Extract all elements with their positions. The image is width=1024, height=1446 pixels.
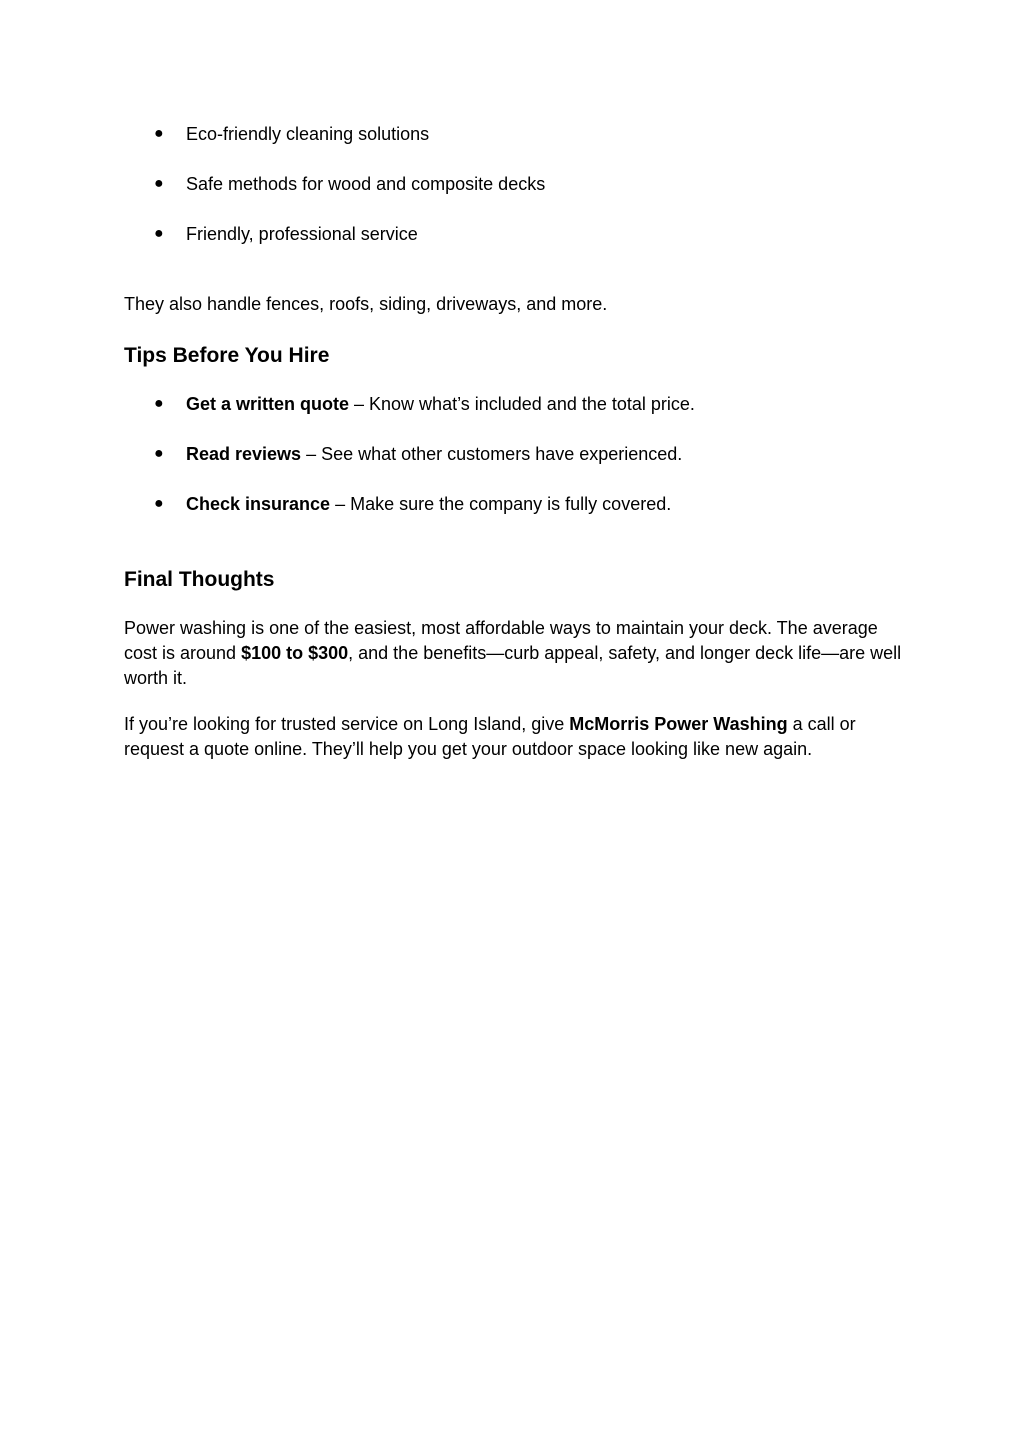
tip-description: – See what other customers have experienced. (301, 444, 683, 464)
list-item-text: Safe methods for wood and composite decks (186, 174, 546, 194)
list-item-text (186, 443, 682, 465)
tip-title: Read reviews (186, 444, 302, 464)
list-item-text: Friendly, professional service (186, 224, 418, 244)
text-run: , and the benefits—curb appeal, safety, and longer deck life—are well worth it. (124, 643, 902, 688)
text-run: a call or request a quote online. They’ll help you get your outdoor space looking like new again. (124, 714, 856, 759)
bullet-icon: ● (154, 125, 164, 142)
tips-heading: Tips Before You Hire (124, 344, 330, 367)
text-run: If you’re looking for trusted service on Long Island, give (124, 714, 570, 734)
tip-title: Check insurance (186, 494, 331, 514)
tip-title: Get a written quote (186, 394, 350, 414)
final-paragraph-cta (124, 712, 904, 762)
also-handle-paragraph: They also handle fences, roofs, siding, driveways, and more. (124, 294, 608, 314)
final-paragraph-cost (124, 616, 904, 691)
bullet-icon: ● (154, 445, 164, 462)
list-item-text (186, 493, 671, 515)
company-name: McMorris Power Washing (569, 714, 788, 734)
tip-description: – Make sure the company is fully covered. (330, 494, 672, 514)
bullet-icon: ● (154, 395, 164, 412)
cost-range: $100 to $300 (241, 643, 349, 663)
final-thoughts-heading: Final Thoughts (124, 568, 275, 591)
list-item-text (186, 393, 695, 415)
bullet-icon: ● (154, 225, 164, 242)
bullet-icon: ● (154, 495, 164, 512)
text-run: Power washing is one of the easiest, most affordable ways to maintain your deck. The average cost is around (124, 618, 878, 663)
tip-description: – Know what’s included and the total price. (349, 394, 695, 414)
list-item-text: Eco-friendly cleaning solutions (186, 124, 430, 144)
bullet-icon: ● (154, 175, 164, 192)
